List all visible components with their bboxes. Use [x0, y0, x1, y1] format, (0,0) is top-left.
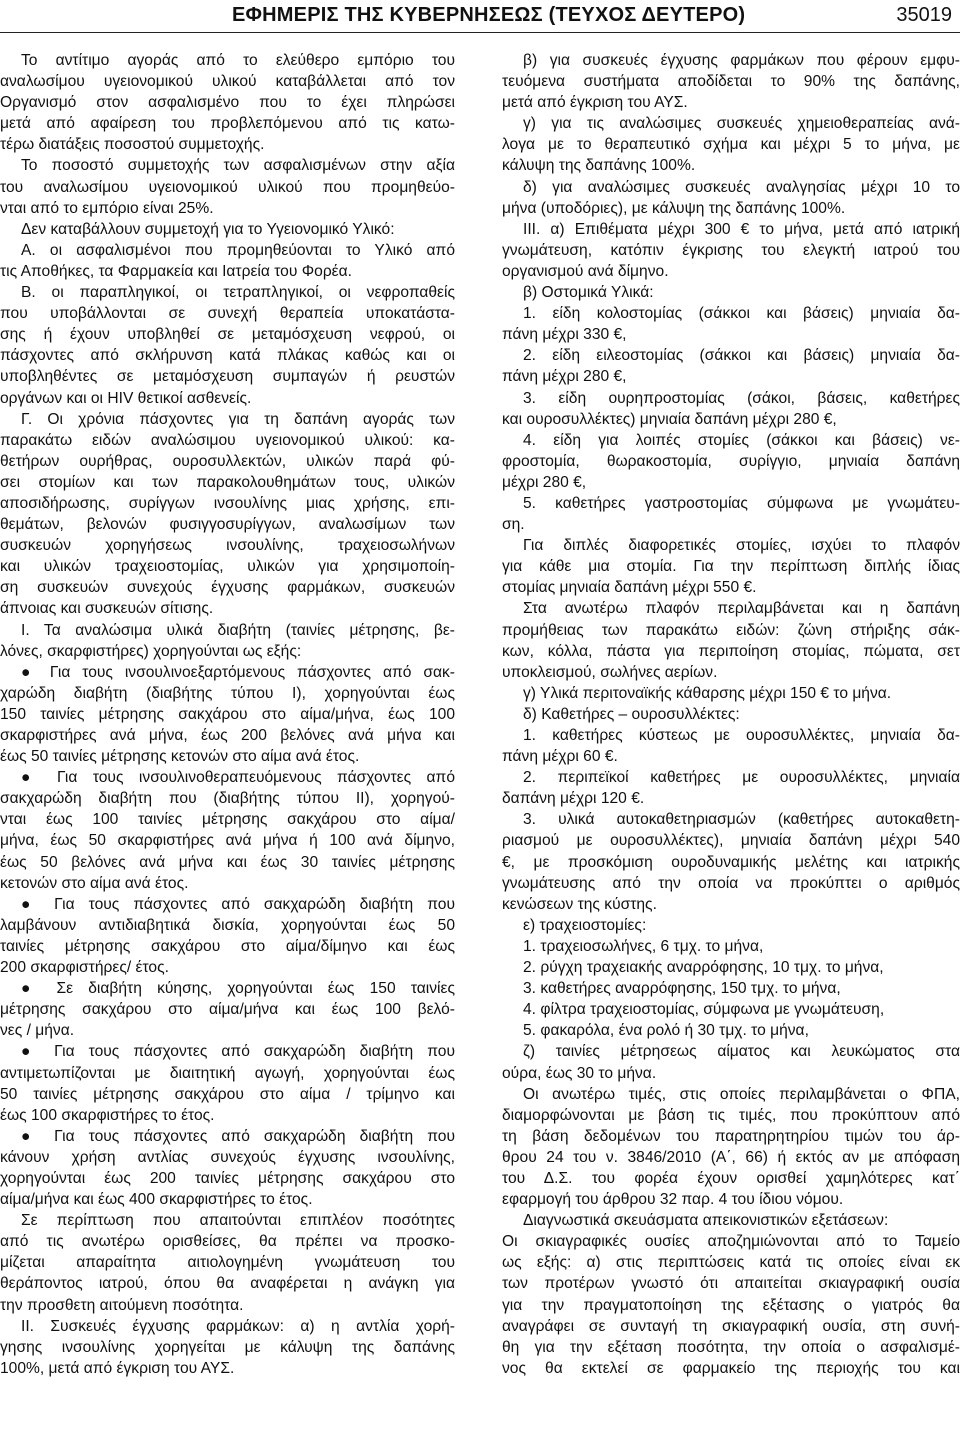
text-line: του αναλωσίμου υγειονομικού υλικού που προμηθεύο- [0, 178, 455, 196]
text-line: 3. είδη ουρηπροστομίας (σάκοι, βάσεις, καθετήρες [523, 389, 960, 407]
gazette-title: ΕΦΗΜΕΡΙΣ ΤΗΣ ΚΥΒΕΡΝΗΣΕΩΣ (ΤΕΥΧΟΣ ΔΕΥΤΕΡΟ) [232, 4, 746, 26]
text-line: μέχρι 280 €, [502, 473, 587, 491]
text-line: έως 50 ταινίες μέτρησης κετονών στο αίμα ανά έτος. [0, 748, 360, 766]
text-line: και υλικών τραχειοστομίας, υλικών για χρησιμοποίη- [0, 558, 455, 576]
text-line: οργανισμού ανά δίμηνο. [502, 262, 669, 280]
text-line: 2. είδη ειλεοστομίας (σάκκοι και βάσεις) μηνιαία δα- [523, 347, 960, 365]
text-line: μέτρησης σακχάρου στο αίμα/μήνα και έως 100 βελό- [0, 1001, 455, 1019]
text-line: τη βάση δεδομένων του παρατηρητηρίου τιμών του άρ- [502, 1127, 960, 1145]
text-line: ● Για τους ινσουλινοθεραπευόμενους πάσχοντες από [21, 769, 455, 787]
text-line: μετά από αφαίρεση του προβλεπόμενου από τις κατω- [0, 115, 455, 133]
text-line: ση συσκευών συνεχούς έγχυσης φαρμάκων, συσκευών [0, 579, 455, 597]
text-line: γνωμάτευσης από την οποία να προκύπτει ο αριθμός [502, 874, 960, 892]
text-line: Διαγνωστικά σκευάσματα απεικονιστικών εξετάσεων: [523, 1212, 889, 1230]
text-line: ση. [502, 516, 525, 534]
text-line: θετήρων ουρήθρας, ουροσυλλεκτών, υλικών παρά φύ- [0, 452, 455, 470]
text-line: χορηγούνται έως 200 ταινίες μέτρησης σακχάρου στο [0, 1169, 455, 1187]
text-line: για κάθε μια στομία. Για την περίπτωση διπλής ίδιας [502, 558, 960, 576]
text-line: ε) τραχειοστομίες: [523, 916, 647, 934]
text-line: ταινίες μέτρησης σακχάρου στο αίμα/δίμηνο και έως [0, 937, 455, 955]
text-line: κενώσεων της κύστης. [502, 895, 657, 913]
right-column [502, 50, 960, 1379]
text-line: Το αντίτιμο αγοράς από το ελεύθερο εμπόριο του [21, 52, 455, 69]
text-line: πάνη μέχρι 330 €, [502, 326, 627, 344]
text-line: Για διπλές διαφορετικές στομίες, ισχύει το πλαφόν [523, 537, 960, 555]
text-line: σει στομίων και των παρακολουθημάτων τους, υλικών [0, 473, 455, 491]
text-line: χαρώδη διαβήτη (διαβήτης τύπου Ι), χορηγούνται έως [0, 684, 455, 702]
text-line: κετονών στο αίμα ανά έτος. [0, 874, 189, 892]
text-line: τευόμενα συστήματα αποδίδεται το 90% της δαπάνης, [502, 73, 960, 91]
text-line: νται από το εμπόριο είναι 25%. [0, 199, 214, 217]
text-line: ως εξής: α) στις περιπτώσεις κατά τις οποίες είναι εκ [502, 1254, 960, 1272]
text-line: ● Για τους πάσχοντες από σακχαρώδη διαβήτη που [21, 895, 455, 913]
text-line: σακχαρώδη διαβήτη που (διαβήτης τύπου ΙΙ), χορηγού- [0, 790, 455, 808]
text-line: αποσιδήρωσης, συρίγγων ινσουλίνης μιας χρήσης, επι- [0, 494, 455, 512]
text-line: ΙΙΙ. α) Επιθέματα μέχρι 300 € το μήνα, μετά από ιατρική [523, 220, 960, 238]
page-header [0, 0, 960, 34]
text-line: 4. φίλτρα τραχειοστομίας, σύμφωνα με γνωμάτευση, [523, 1001, 885, 1019]
text-line: γνωμάτευση, κατόπιν έγκρισης του ελεγκτή ιατρού του [502, 241, 960, 259]
text-line: φροστομία, θωρακοστομία, συρίγγιο, μηνιαία δαπάνη [502, 452, 960, 470]
text-line: οργάνων και οι HIV θετικοί ασθενείς. [0, 389, 252, 407]
text-line: νες / μήνα. [0, 1022, 75, 1040]
text-line: εφαρμογή του άρθρου 32 παρ. 4 του ίδιου νόμου. [502, 1191, 844, 1209]
text-line: αίμα/μήνα και έως 400 σκαρφιστήρες το έτος. [0, 1191, 313, 1209]
text-line: 200 σκαρφιστήρες/ έτος. [0, 959, 169, 977]
text-line: 5. καθετήρες γαστροστομίας σύμφωνα με γνωμάτευ- [523, 494, 960, 512]
text-line: 50 ταινίες μέτρησης σακχάρου στο αίμα / τρίμηνο και [0, 1085, 455, 1103]
text-line: μίζεται απαραίτητα αιτιολογημένη γνωμάτευση του [0, 1254, 455, 1272]
text-line: του Δ.Σ. του φορέα έχουν ορισθεί χαμηλότερες κατ΄ [502, 1169, 960, 1187]
text-line: και ουροσυλλέκτες) μηνιαία δαπάνη μέχρι 280 €, [502, 410, 837, 428]
header-divider [0, 32, 960, 33]
text-line: Ι. Τα αναλώσιμα υλικά διαβήτη (ταινίες μέτρησης, βε- [21, 621, 455, 639]
text-line: 1. καθετήρες κύστεως με ουροσυλλέκτες, μηνιαία δα- [523, 727, 960, 744]
text-line: 1. τραχειοσωλήνες, 6 τμχ. το μήνα, [523, 937, 764, 955]
text-line: θεράποντος ιατρού, όπου θα αναφέρεται η ανάγκη για [0, 1275, 455, 1293]
text-line: διαμορφώνονται με βάση τις τιμές, που προκύπτουν από [502, 1106, 960, 1124]
text-line: δ) Καθετήρες – ουροσυλλέκτες: [523, 705, 740, 723]
text-line: λογα με το θεραπευτικό σχήμα και μέχρι 5 το μήνα, με [502, 136, 960, 154]
text-line: Δεν καταβάλλουν συμμετοχή για το Υγειονομικό Υλικό: [21, 220, 395, 238]
text-line: κων, κόλλα, πάστα για περιποίηση στομίας, πώματα, σετ [502, 642, 960, 660]
text-line: συσκευών χορηγήσεως ινσουλίνης, τραχειοσωλήνων [0, 537, 455, 555]
text-line: Στα ανωτέρω πλαφόν περιλαμβάνεται και η δαπάνη [523, 600, 960, 618]
text-line: προμήθειας των παρακάτω ειδών: ζώνη στήριξης σάκ- [502, 621, 960, 639]
text-line: για την πραγματοποίηση της εξέτασης ο γιατρός θα [502, 1296, 960, 1314]
text-line: την προσθετη αιτούμενη ποσότητα. [0, 1296, 244, 1314]
text-line: ριασμού με ουροσυλλέκτες), μηνιαία δαπάνη μέχρι 540 [502, 832, 960, 850]
text-line: υποβληθέντες σε μεταμόσχευση συμπαγών ή ρευστών [0, 368, 455, 386]
text-line: από τις ανωτέρω ορισθείσες, θα πρέπει να προσκο- [0, 1233, 455, 1251]
text-line: παρακάτω ειδών αναλώσιμου υγειονομικού υλικού: κα- [0, 431, 455, 449]
text-line: πάνη μέχρι 280 €, [502, 368, 627, 386]
text-line: άπνοιας και συσκευών σίτισης. [0, 600, 214, 618]
text-line: 1. είδη κολοστομίας (σάκκοι και βάσεις) μηνιαία δα- [523, 305, 960, 323]
text-line: γησης ινσουλίνης χορηγείται με κάλυψη της δαπάνης [0, 1338, 455, 1356]
text-line: των προτέρων γνωστό ότι απαιτείται σκιαγραφική ουσία [502, 1275, 960, 1293]
text-line: δ) για αναλώσιμες συσκευές αναλγησίας μέχρι 10 το [523, 178, 960, 196]
text-line: μήνα, έως 50 σκαρφιστήρες ανά μήνα ή 100 ανά δίμηνο, [0, 832, 455, 850]
text-line: Α. οι ασφαλισμένοι που προμηθεύονται το Υλικό από [21, 241, 455, 259]
text-line: 5. φακαρόλα, ένα ρολό ή 30 τμχ. το μήνα, [523, 1022, 809, 1040]
text-line: Γ. Οι χρόνια πάσχοντες για τη δαπάνη αγοράς των [21, 410, 455, 428]
text-line: ● Σε διαβήτη κύησης, χορηγούνται έως 150 ταινίες [21, 980, 455, 998]
text-line: σης ή έχουν υποβληθεί σε μεταμόσχευση νεφρού, οι [0, 326, 455, 344]
text-line: υποκλεισμού, σωλήνες αερίων. [502, 663, 718, 681]
text-line: τις Αποθήκες, τα Φαρμακεία και Ιατρεία του Φορέα. [0, 262, 352, 280]
text-line: ● Για τους πάσχοντες από σακχαρώδη διαβήτη που [21, 1043, 455, 1061]
text-line: στομίας μηνιαία δαπάνη μέχρι 550 €. [502, 579, 757, 597]
text-line: 100%, μετά από έγκριση του ΑΥΣ. [0, 1359, 235, 1377]
text-line: γ) Υλικά περιτοναϊκής κάθαρσης μέχρι 150 € το μήνα. [523, 684, 892, 702]
text-line: νται έως 100 ταινίες μέτρησης σακχάρου στο αίμα/ [0, 811, 455, 829]
text-line: ΙΙ. Συσκευές έγχυσης φαρμάκων: α) η αντλία χορή- [21, 1317, 455, 1335]
text-line: Β. οι παραπληγικοί, οι τετραπληγικοί, οι νεφροπαθείς [21, 284, 455, 302]
text-line: β) για συσκευές έγχυσης φαρμάκων που φέρουν εμφυ- [523, 52, 960, 69]
text-line: 150 ταινίες μέτρησης σακχάρου στο αίμα/μήνα, έως 100 [0, 705, 455, 723]
text-line: δαπάνη μέχρι 120 €. [502, 790, 645, 808]
text-line: ούρα, έως 30 το μήνα. [502, 1064, 657, 1082]
text-line: Οι ανωτέρω τιμές, στις οποίες περιλαμβάνεται ο ΦΠΑ, [523, 1085, 960, 1103]
text-line: πάνη μέχρι 60 €. [502, 748, 618, 766]
text-line: νος θα εκτελεί σε φαρμακείο της περιοχής του και [502, 1359, 960, 1377]
text-line: 3. καθετήρες αναρρόφησης, 150 τμχ. το μήνα, [523, 980, 841, 998]
text-line: ● Για τους ινσουλινοεξαρτόμενους πάσχοντες από σακ- [21, 663, 455, 681]
text-line: αντιμετωπίζονται με διαιτητική αγωγή, χορηγούνται έως [0, 1064, 455, 1082]
text-line: γ) για τις αναλώσιμες συσκευές χημειοθεραπείας ανά- [523, 115, 960, 133]
text-line: κάνουν χρήση αντλίας συνεχούς έγχυσης ινσουλίνης, [0, 1148, 455, 1166]
text-line: αναγράφει σε συνταγή τη σκιαγραφική ουσία, στη συνή- [502, 1317, 960, 1335]
text-line: ● Για τους πάσχοντες από σακχαρώδη διαβήτη που [21, 1127, 455, 1145]
left-column [0, 50, 455, 1379]
text-line: έως 100 σκαρφιστήρες το έτος. [0, 1106, 215, 1124]
text-line: πάσχοντες από σκλήρυνση κατά πλάκας καθώς και οι [0, 347, 455, 365]
text-line: σκαρφιστήρες ανά μήνα, έως 200 βελόνες ανά μήνα και [0, 727, 455, 744]
text-line: Οι σκιαγραφικές ουσίες αποζημιώνονται από το Ταμείο [502, 1233, 960, 1251]
text-line: β) Οστομικά Υλικά: [523, 284, 654, 302]
text-line: 2. περιπεϊκοί καθετήρες με ουροσυλλέκτες, μηνιαία [523, 769, 960, 787]
text-line: έως 50 βελόνες ανά μήνα και έως 30 ταινίες μέτρησης [0, 853, 455, 871]
text-line: 2. ρύγχη τραχειακής αναρρόφησης, 10 τμχ. το μήνα, [523, 959, 884, 977]
text-line: Σε περίπτωση που απαιτούνται επιπλέον ποσότητες [21, 1212, 455, 1230]
text-line: θη για την εξέταση ποσότητα, την οποία ο ασφαλισμέ- [502, 1338, 960, 1356]
text-line: που υποβάλλονται σε συνεχή θεραπεία υποκατάστα- [0, 305, 455, 323]
text-line: αναλωσίμου υγειονομικού υλικού καταβάλλεται από τον [0, 73, 455, 91]
text-line: μήνα (υποδόριες), με κάλυψη της δαπάνης 100%. [502, 199, 846, 217]
text-line: Οργανισμό στον ασφαλισμένο που το έχει πληρώσει [0, 94, 455, 112]
text-line: θρου 24 του ν. 3846/2010 (Α΄, 66) ή εκτός αν με απόφαση [502, 1148, 960, 1166]
text-line: κάλυψη της δαπάνης 100%. [502, 157, 696, 175]
text-line: 4. είδη για λοιπές στομίες (σάκκοι και βάσεις) νε- [523, 431, 960, 449]
page-number: 35019 [896, 4, 952, 26]
text-line: 3. υλικά αυτοκαθετηριασμών (καθετήρες αυτοκαθετη- [523, 811, 960, 829]
text-line: λόνες, σκαρφιστήρες) χορηγούνται ως εξής: [0, 642, 302, 660]
text-line: τέρω διατάξεις ποσοστού συμμετοχής. [0, 136, 265, 154]
text-line: €, με προσκόμιση ουροδυναμικής μελέτης και ιατρικής [502, 853, 960, 871]
text-line: ζ) ταινίες μέτρησεως αίματος και λευκώματος στα [523, 1043, 960, 1061]
text-line: Το ποσοστό συμμετοχής των ασφαλισμένων στην αξία [21, 157, 455, 175]
text-line: λαμβάνουν αντιδιαβητικά δισκία, χορηγούνται έως 50 [0, 916, 455, 934]
text-line: θεμάτων, βελονών φυσιγγοσυρίγγων, αναλωσίμων των [0, 516, 455, 534]
text-line: μετά από έγκριση του ΑΥΣ. [502, 94, 688, 112]
